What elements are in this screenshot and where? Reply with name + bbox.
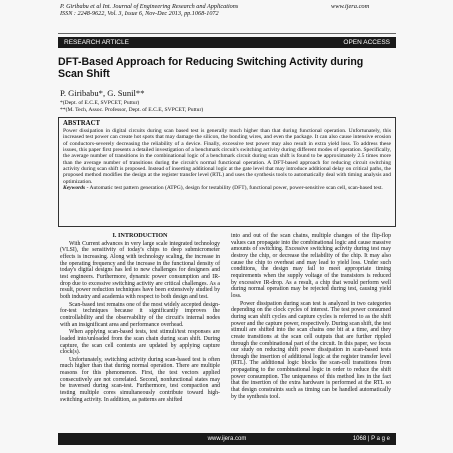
left-column <box>60 233 220 404</box>
right-column <box>231 233 391 401</box>
abstract-box <box>58 117 396 227</box>
open-access-label: OPEN ACCESS <box>343 39 390 46</box>
journal-url[interactable]: www.ijera.com <box>331 3 370 10</box>
intro-paragraph-2: Scan-based test remains one of the most widely accepted design-for-test techniques because it significantly improves the controllability and the observability of the circuit's internal nodes with an insignificant area and performance overhead. <box>60 301 220 328</box>
journal-name: P. Giribabu et al Int. Journal of Engineering Research and Applications <box>60 3 239 10</box>
abstract-heading: ABSTRACT <box>63 120 101 127</box>
affiliation-2: **(M. Tech, Assoc. Professor, Dept. of E.C.E, SVPCET, Puttur) <box>60 106 204 113</box>
authors: P. Giribabu*, G. Sunil** <box>60 88 145 98</box>
journal-issn: ISSN : 2248-9622, Vol. 3, Issue 6, Nov-Dec 2013, pp.1068-1072 <box>60 10 219 18</box>
footer-url[interactable]: www.ijera.com <box>207 436 247 442</box>
header-divider <box>58 33 396 34</box>
affiliations <box>60 100 380 114</box>
intro-paragraph-4: Unfortunately, switching activity during scan-based test is often much higher than that during normal operation. There are multiple reasons for this phenomenon. First, the test vectors applied consecutively are not correlated. Second, nonfunctional states may be traversed during scan-test. Furthermore, test compaction and testing multiple cores simultaneously contribute toward high-switching activity. In addition, as patterns are shifted <box>60 356 220 403</box>
keywords <box>63 185 391 191</box>
intro-paragraph-3: When applying scan-based tests, test stimuli/test responses are loaded into/unloaded from the scan chain during scan shift. During capture, the scan cell contents are updated by applying capture clock(s). <box>60 329 220 356</box>
research-article-label: RESEARCH ARTICLE <box>64 39 129 46</box>
keywords-text: - Automatic test pattern generation (ATPG), design for testability (DFT), functional power, power-sensitive scan cell, scan-based test. <box>85 185 383 192</box>
page-footer <box>58 433 396 445</box>
abstract-body: Power dissipation in digital circuits during scan based test is generally much higher than that during functional operation. Unfortunately, this increased test power can create hot spots that may damage the silicon, the bonding wires, and even the package. It can also cause intensive erosion of conductors-severely decreasing the reliability of a device. Finally, excessive test power may also result in extra yield loss. To address these issues, this paper first presents a detailed investigation of a benchmark circuit's switching activity during different modes of operation. Specifically, the average number of transitions in the combinational logic of a benchmark circuit during scan shift is found to be approximately 2.5 times more than the average number of transitions during the circuit's normal functional operation. A DFT-based approach for reducing circuit switching activity during scan shift is proposed. Instead of inserting additional logic at the gate level that may introduce additional delay on critical paths, the proposed method modifies the design at the register transfer level (RTL) and uses the synthesis tools to automatically deal with timing analysis and optimization. <box>63 128 391 185</box>
affiliation-1: *(Dept. of E.C.E, SVPCET, Puttur) <box>60 100 140 106</box>
intro-paragraph-6: Power dissipation during scan test is analyzed in two categories depending on the clock cycles of interest. The test power consumed during scan shift cycles and capture cycles is referred to as the shift power and the capture power, respectively. During scan shift, the test stimuli are shifted into the scan chains one bit at a time, and they create transitions at the scan cell outputs that are further rippled through the combinational part of the circuit. In this paper, we focus our study on reducing shift power dissipation in scan-based tests through the insertion of additional logic at the register transfer level (RTL). The additional logic blocks the scan-cell transitions from propagating to the combinational logic in order to reduce the shift power consumption. The uniqueness of this method lies in the fact that the insertion of the extra hardware is performed at the RTL so that design constraints such as timing can be handled automatically by the synthesis tool. <box>231 300 391 400</box>
page-number: 1068 | P a g e <box>352 436 390 442</box>
intro-paragraph-5: into and out of the scan chains, multiple changes of the flip-flop values can propagate into the combinational logic and cause massive amounts of switching. Excessive switching activity during test may destroy the chip, or decrease the reliability of the chip. It may also cause the chip to overheat and may lead to yield loss. Under such conditions, the design may fail to meet appropriate timing requirements when the supply voltage of the transistors is reduced by excessive IR-drop. As a result, a chip that would perform well during normal operation may be rejected during test, causing yield loss. <box>231 233 391 299</box>
keywords-label: Keywords <box>63 185 86 192</box>
article-type-bar <box>58 37 396 48</box>
section-heading-introduction: I. INTRODUCTION <box>112 232 168 239</box>
intro-paragraph-1: With Current advances in very large scale integrated technology (VLSI), the sensitivity of today's chips to deep submicrometer effects is increasing. Along with technology scaling, the increase in the operating frequency and the increase in the functional density of today's digital designs has led to new challenges for designers and test engineers. Furthermore, dynamic power consumption and IR-drop due to excessive switching activity are critical challenges. As a result, power reduction techniques have been extensively studied by both industry and academia with respect to both design and test. <box>60 240 220 300</box>
paper-title: DFT-Based Approach for Reducing Switching Activity during Scan Shift <box>58 56 364 80</box>
